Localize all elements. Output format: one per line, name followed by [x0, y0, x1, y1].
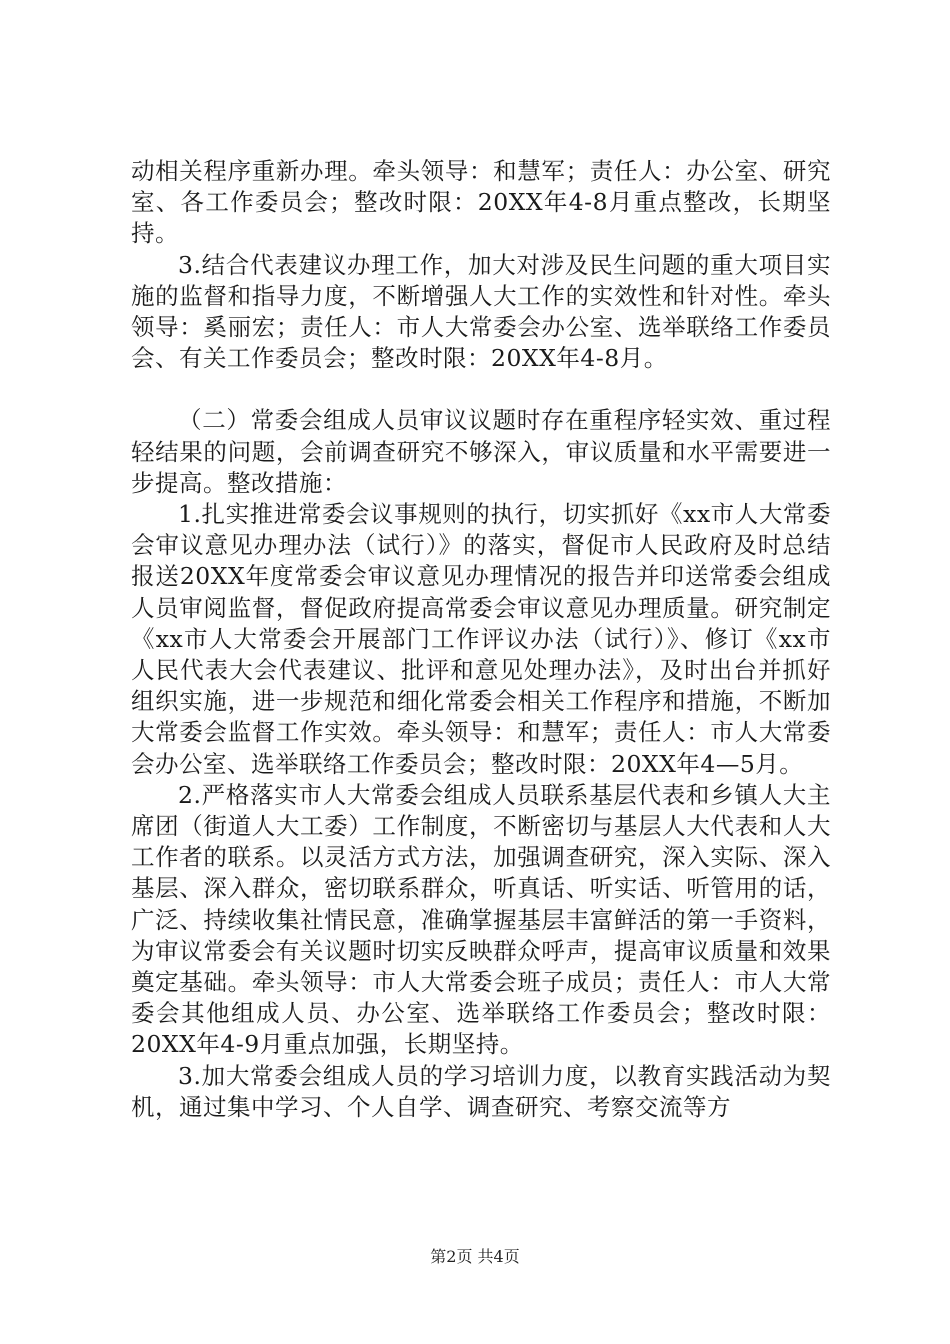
paragraph-item-3-a: 3.结合代表建议办理工作，加大对涉及民生问题的重大项目实施的监督和指导力度，不断增强人大工作的实效性和针对性。牵头领导：奚丽宏；责任人：市人大常委会办公室、选举联络工作委员会、有关工作委员会；整改时限：20XX年4-8月。 [131, 250, 831, 373]
paragraph-item-1: 1.扎实推进常委会议事规则的执行，切实抓好《xx市人大常委会审议意见办理办法（试行）》的落实，督促市人民政府及时总结报送20XX年度常委会审议意见办理情况的报告并印送常委会组成人员审阅监督，督促政府提高常委会审议意见办理质量。研究制定《xx市人大常委会开展部门工作评议办法（试行）》、修订《xx市人民代表大会代表建议、批评和意见处理办法》，及时出台并抓好组织实施，进一步规范和细化常委会相关工作程序和措施，不断加大常委会监督工作实效。牵头领导：和慧军；责任人：市人大常委会办公室、选举联络工作委员会；整改时限：20XX年4—5月。 [131, 500, 831, 778]
page-number-footer: 第2页 共4页 [430, 1247, 520, 1266]
paragraph-section-2-heading: （二）常委会组成人员审议议题时存在重程序轻实效、重过程轻结果的问题，会前调查研究不够深入，审议质量和水平需要进一步提高。整改措施： [131, 406, 831, 497]
paragraph-item-3-b: 3.加大常委会组成人员的学习培训力度，以教育实践活动为契机，通过集中学习、个人自学、调查研究、考察交流等方 [131, 1061, 831, 1121]
paragraph-continuation: 动相关程序重新办理。牵头领导：和慧军；责任人：办公室、研究室、各工作委员会；整改时限：20XX年4-8月重点整改，长期坚持。 [131, 157, 831, 248]
paragraph-item-2: 2.严格落实市人大常委会组成人员联系基层代表和乡镇人大主席团（街道人大工委）工作制度，不断密切与基层人大代表和人大工作者的联系。以灵活方式方法，加强调查研究，深入实际、深入基层、深入群众，密切联系群众，听真话、听实话、听管用的话，广泛、持续收集社情民意，准确掌握基层丰富鲜活的第一手资料，为审议常委会有关议题时切实反映群众呼声，提高审议质量和效果奠定基础。牵头领导：市人大常委会班子成员；责任人：市人大常委会其他组成人员、办公室、选举联络工作委员会；整改时限：20XX年4-9月重点加强，长期坚持。 [131, 780, 831, 1059]
document-body [131, 156, 831, 1123]
